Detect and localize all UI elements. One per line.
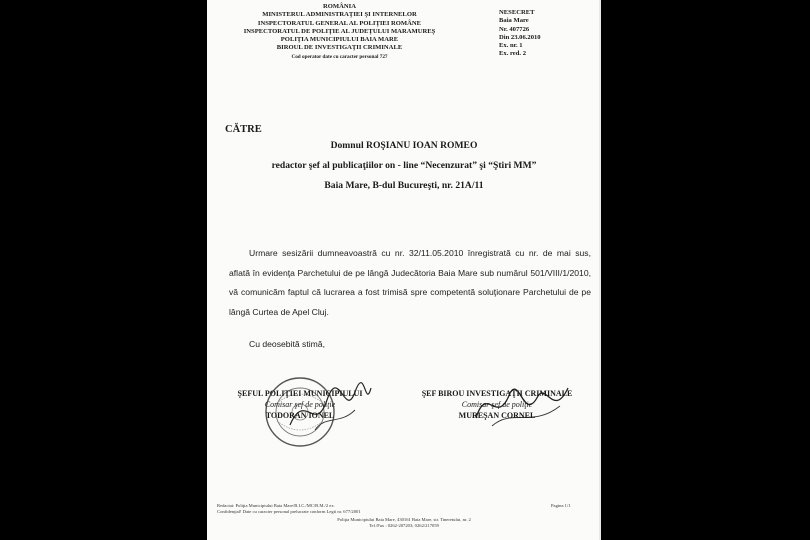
- operator-code: Cod operator date cu caracter personal 727: [291, 53, 388, 60]
- right-signature-block: [397, 388, 597, 421]
- recipient-address: Baia Mare, B-dul Bucureşti, nr. 21A/11: [324, 180, 484, 191]
- institution-header: [207, 3, 472, 61]
- closing-salutation: Cu deosebită stimă,: [249, 339, 325, 349]
- classification-line: Din 23.06.2010: [499, 33, 541, 41]
- header-line: MINISTERUL ADMINISTRAŢIEI ŞI INTERNELOR: [262, 11, 417, 19]
- footer-address: Poliţia Municipiului Baia Mare, 430161 Baia Mare, str. Tineretului, nr. 2: [337, 517, 471, 522]
- letter-body: [229, 244, 591, 322]
- classification-line: Ex. red. 2: [499, 50, 526, 58]
- header-line: POLIŢIA MUNICIPIULUI BAIA MARE: [280, 36, 399, 44]
- body-paragraph: Urmare sesizării dumneavoastră cu nr. 32/11.05.2010 înregistrată cu nr. de mai sus, aflată în evidenţa Parchetului de pe lângă Judecătoria Baia Mare sub numărul 501/VIII/1/2010, vă comunicăm faptul că lucrarea a fost trimisă spre competentă soluţionare Parchetului de pe lângă Curtea de Apel Cluj.: [229, 248, 591, 317]
- classification-line: Baia Mare: [499, 17, 529, 25]
- left-signature-name: TODORAN IONEL: [265, 411, 335, 420]
- footer-phone: Tel./Fax : 0262-207203; 0262/217059: [369, 523, 439, 529]
- footer-contact: [207, 517, 601, 529]
- right-signature-rank: Comisar şef de poliţie: [461, 400, 533, 409]
- header-line: INSPECTORATUL DE POLIŢIE AL JUDEŢULUI MARAMUREŞ: [243, 27, 436, 35]
- header-line: INSPECTORATUL GENERAL AL POLIŢIEI ROMÂNE: [257, 19, 422, 27]
- left-signature-title: ŞEFUL POLIŢIEI MUNICIPIULUI: [237, 389, 363, 398]
- classification-line: NESECRET: [499, 9, 535, 16]
- page-number: Pagina 1/1: [551, 503, 571, 508]
- footer-drafted: Redactat: Poliţia Municipiului Baia Mare/B.I.C./MC/B.M./2 ex.: [217, 503, 335, 508]
- right-signature-title: ŞEF BIROU INVESTIGAŢII CRIMINALE: [421, 389, 573, 398]
- classification-line: Ex. nr. 1: [499, 42, 523, 50]
- recipient-name: Domnul ROŞIANU IOAN ROMEO: [330, 140, 478, 151]
- right-signature-name: MUREŞAN CORNEL: [458, 411, 536, 420]
- recipient-label: CĂTRE: [225, 124, 262, 135]
- classification-line: Nr. 407726: [499, 25, 530, 33]
- header-line: BIROUL DE INVESTIGAŢII CRIMINALE: [276, 44, 403, 52]
- header-line: ROMÂNIA: [323, 3, 356, 10]
- left-signature-block: [215, 388, 385, 421]
- footer-confidential: Confidenţial! Date cu caracter personal prelucrate conform Legii nr. 677/2001: [217, 509, 361, 514]
- page-edge-shadow: [599, 0, 601, 540]
- classification-block: [499, 9, 541, 59]
- recipient-block: [207, 136, 601, 196]
- recipient-role: redactor şef al publicaţiilor on - line “Necenzurat” şi “Ştiri MM”: [271, 160, 537, 171]
- left-signature-rank: Comisar şef de poliţie: [264, 400, 336, 409]
- document-page: [207, 0, 601, 540]
